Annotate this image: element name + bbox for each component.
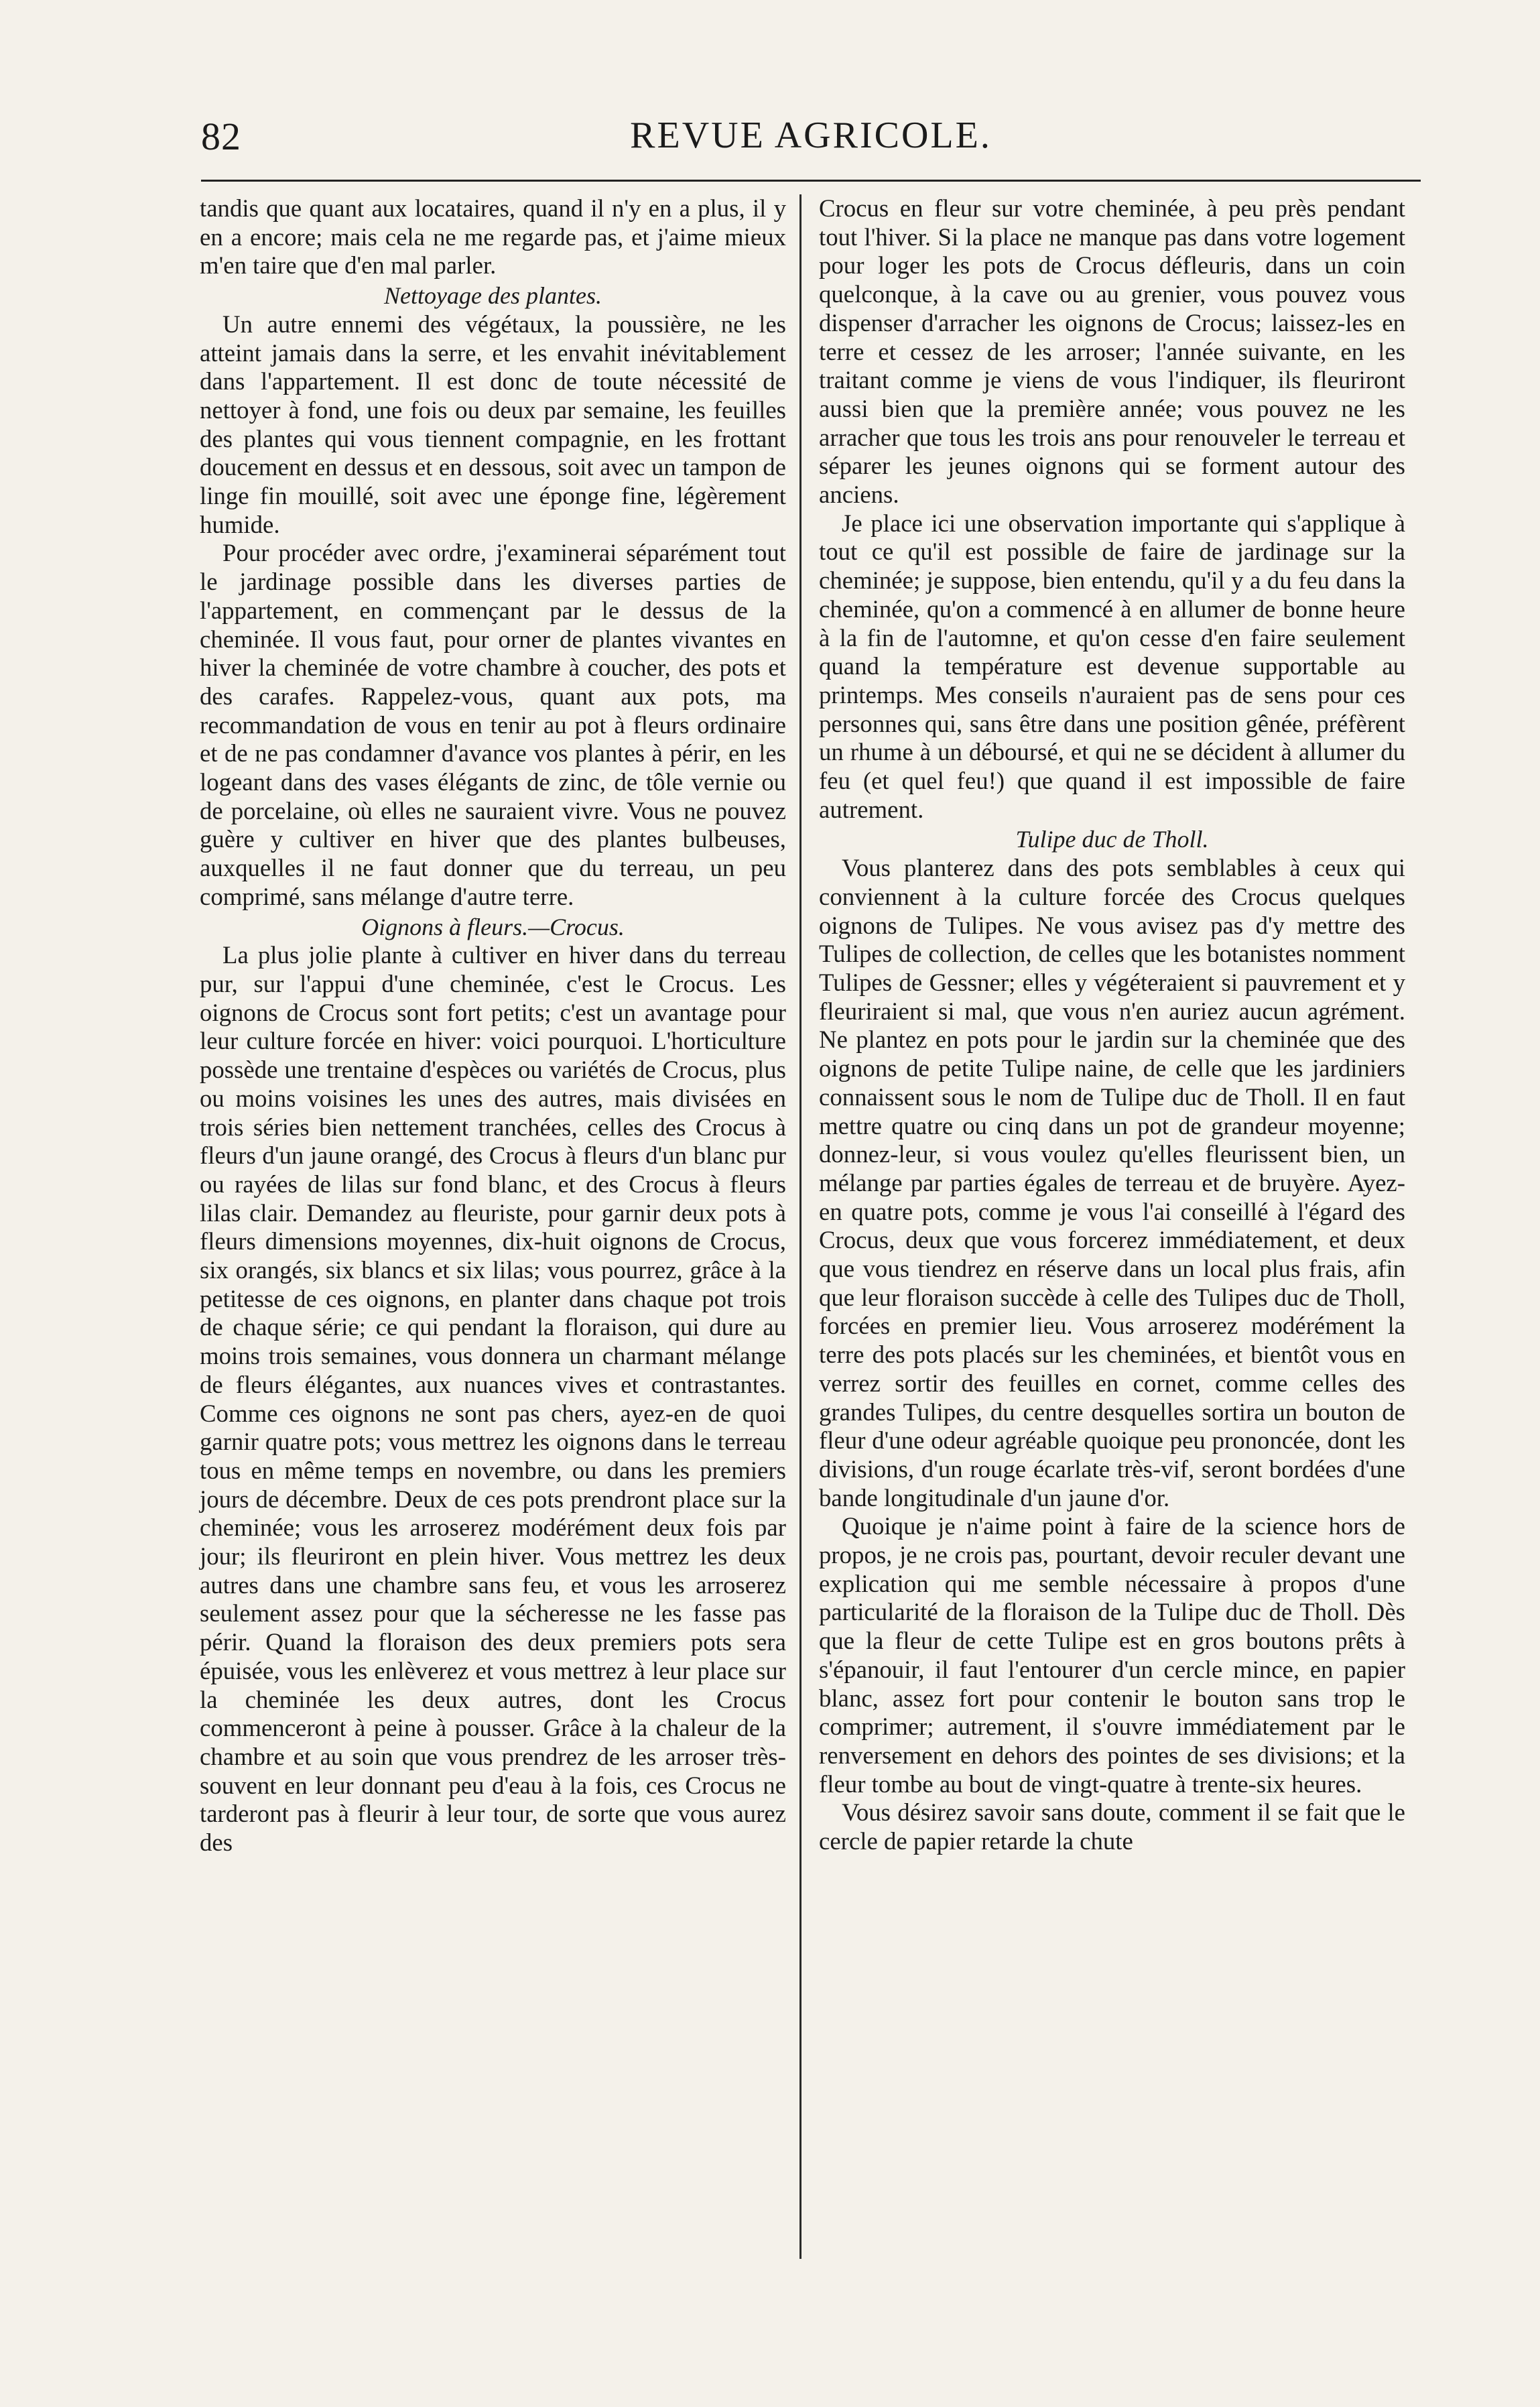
section-heading: Tulipe duc de Tholl. (1015, 826, 1209, 853)
column-divider (799, 194, 801, 2259)
right-column (819, 194, 1405, 1856)
header-rule (201, 180, 1421, 182)
paragraph: tandis que quant aux locataires, quand il n'y en a plus, il y en a encore; mais cela ne me regarde pas, et j'aime mieux m'en taire que d'en mal parler. (200, 194, 786, 280)
paragraph: Pour procéder avec ordre, j'examinerai séparément tout le jardinage possible dans les diverses parties de l'appartement, en commençant par le dessus de la cheminée. Il vous faut, pour orner de plantes vivantes en hiver la cheminée de votre chambre à coucher, des pots et des carafes. Rappelez-vous, quant aux pots, ma recommandation de vous en tenir au pot à fleurs ordinaire et de ne pas condamner d'avance vos plantes à périr, en les logeant dans des vases élégants de zinc, de tôle vernie ou de porcelaine, où elles ne sauraient vivre. Vous ne pouvez guère y cultiver en hiver que des plantes bulbeuses, auxquelles il ne faut donner que du terreau, un peu comprimé, sans mélange d'autre terre. (200, 539, 786, 910)
paragraph: Quoique je n'aime point à faire de la science hors de propos, je ne crois pas, pourtant, devoir reculer devant une explication qui me semble nécessaire à propos d'une particularité de la floraison de la Tulipe duc de Tholl. Dès que la fleur de cette Tulipe est en gros boutons prêts à s'épanouir, il faut l'entourer d'un cercle mince, en papier blanc, assez fort pour contenir le bouton sans trop le comprimer; autrement, il s'ouvre immédiatement par le renversement en dehors des pointes de ses divisions; et la fleur tombe au bout de vingt-quatre à trente-six heures. (819, 1512, 1405, 1798)
page-number: 82 (201, 115, 241, 158)
paragraph: Vous planterez dans des pots semblables à ceux qui conviennent à la culture forcée des Crocus quelques oignons de Tulipes. Ne vous avisez pas d'y mettre des Tulipes de collection, de celles que les botanistes nomment Tulipes de Gessner; elles y végéteraient si pauvrement et y fleuriraient si mal, que vous n'en auriez aucun agrément. Ne plantez en pots pour le jardin sur la cheminée que des oignons de petite Tulipe naine, de celle que les jardiniers connaissent sous le nom de Tulipe duc de Tholl. Il en faut mettre quatre ou cinq dans un pot de grandeur moyenne; donnez-leur, si vous voulez qu'elles fleurissent bien, un mélange par parties égales de terreau et de bruyère. Ayez-en quatre pots, comme je vous l'ai conseillé à l'égard des Crocus, deux que vous forcerez immédiatement, et deux que vous tiendrez en réserve dans un local plus frais, afin que leur floraison succède à celle des Tulipes duc de Tholl, forcées en premier lieu. Vous arroserez modérément la terre des pots placés sur les cheminées, et bientôt vous en verrez sortir des feuilles en cornet, comme celles des grandes Tulipes, du centre desquelles sortira un bouton de fleur d'une odeur agréable quoique peu prononcée, dont les divisions, d'un rouge écarlate très-vif, seront bordées d'une bande longitudinale d'un jaune d'or. (819, 854, 1405, 1511)
paragraph: Je place ici une observation importante qui s'applique à tout ce qu'il est possible de faire de jardinage sur la cheminée; je suppose, bien entendu, qu'il y a du feu dans la cheminée, qu'on a commencé à en allumer de bonne heure à la fin de l'automne, et qu'on cesse d'en faire seulement quand la température est devenue supportable au printemps. Mes conseils n'auraient pas de sens pour ces personnes qui, sans être dans une position gênée, préfèrent un rhume à un déboursé, et qui ne se décident à allumer du feu (et quel feu!) que quand il est impossible de faire autrement. (819, 509, 1405, 823)
section-heading: Oignons à fleurs.—Crocus. (361, 913, 625, 940)
page-header (201, 114, 1421, 168)
paragraph: Crocus en fleur sur votre cheminée, à peu près pendant tout l'hiver. Si la place ne manque pas dans votre logement pour loger les pots de Crocus défleuris, dans un coin quelconque, à la cave ou au grenier, vous pouvez vous dispenser d'arracher les oignons de Crocus; laissez-les en terre et cessez de les arroser; l'année suivante, en les traitant comme je viens de vous l'indiquer, ils fleuriront aussi bien que la première année; vous pouvez ne les arracher que tous les trois ans pour renouveler le terreau et séparer les jeunes oignons qui se forment autour des anciens. (819, 194, 1405, 509)
paragraph: Vous désirez savoir sans doute, comment il se fait que le cercle de papier retarde la chute (819, 1798, 1405, 1855)
paragraph: La plus jolie plante à cultiver en hiver dans du terreau pur, sur l'appui d'une cheminée, c'est le Crocus. Les oignons de Crocus sont fort petits; c'est un avantage pour leur culture forcée en hiver: voici pourquoi. L'horticulture possède une trentaine d'espèces ou variétés de Crocus, plus ou moins voisines les unes des autres, mais divisées en trois séries bien nettement tranchées, celles des Crocus à fleurs d'un jaune orangé, des Crocus à fleurs d'un blanc pur ou rayées de lilas sur fond blanc, et des Crocus à fleurs lilas clair. Demandez au fleuriste, pour garnir deux pots à fleurs dimensions moyennes, dix-huit oignons de Crocus, six orangés, six blancs et six lilas; vous pourrez, grâce à la petitesse de ces oignons, en planter dans chaque pot trois de chaque série; ce qui pendant la floraison, qui dure au moins trois semaines, vous donnera un charmant mélange de fleurs élégantes, aux nuances vives et contrastantes. Comme ces oignons ne sont pas chers, ayez-en de quoi garnir quatre pots; vous mettrez les oignons dans le terreau tous en même temps en novembre, ou dans les premiers jours de décembre. Deux de ces pots prendront place sur la cheminée; vous les arroserez modérément deux fois par jour; ils fleuriront en plein hiver. Vous mettrez les deux autres dans une chambre sans feu, et vous les arroserez seulement assez pour que la sécheresse ne les fasse pas périr. Quand la floraison des deux premiers pots sera épuisée, vous les enlèverez et vous mettrez à leur place sur la cheminée les deux autres, dont les Crocus commenceront à peine à pousser. Grâce à la chaleur de la chambre et au soin que vous prendrez de les arroser très-souvent en leur donnant peu d'eau à la fois, ces Crocus ne tarderont pas à fleurir à leur tour, de sorte que vous aurez des (200, 941, 786, 1857)
running-title: REVUE AGRICOLE. (630, 115, 992, 156)
paragraph: Un autre ennemi des végétaux, la poussière, ne les atteint jamais dans la serre, et les envahit inévitablement dans l'appartement. Il est donc de toute nécessité de nettoyer à fond, une fois ou deux par semaine, les feuilles des plantes qui vous tiennent compagnie, en les frottant doucement en dessus et en dessous, soit avec un tampon de linge fin mouillé, soit avec une éponge fine, légèrement humide. (200, 310, 786, 538)
section-heading: Nettoyage des plantes. (384, 282, 602, 310)
left-column (200, 194, 786, 1857)
